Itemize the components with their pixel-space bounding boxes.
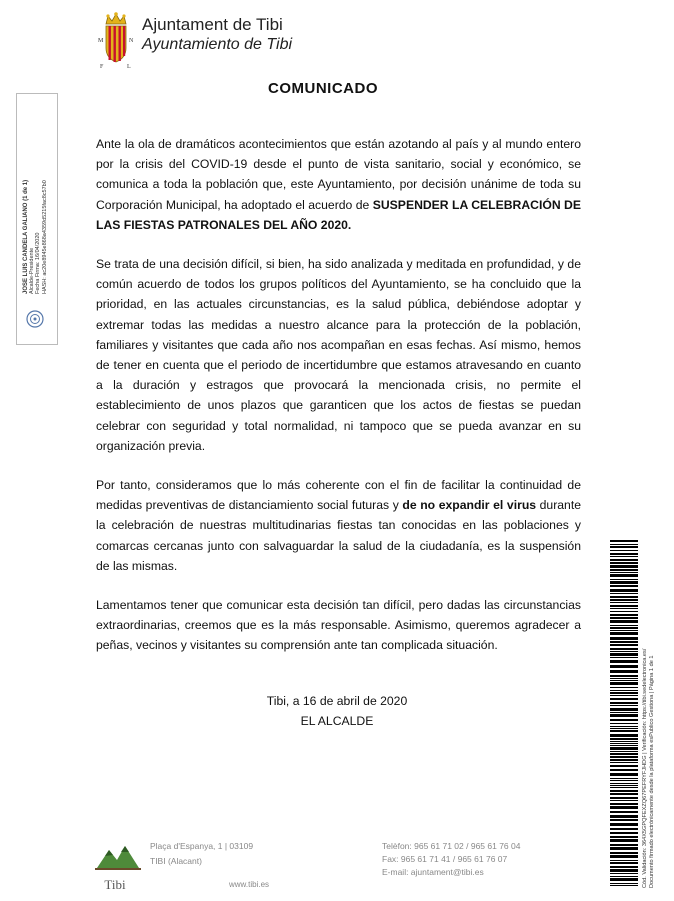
barcode-bar: [610, 753, 638, 755]
footer-address: Plaça d'Espanya, 1 | 03109 TIBI (Alacant): [150, 841, 254, 866]
paragraph-2: Se trata de una decisión difícil, si bien, ha sido analizada y meditada en profundidad, y de común acuerdo de todos los grupos políticos del Ayuntamiento, se ha concluido que la prioridad, en las actuales circunstancias, es la salud pública, debiéndose adoptar y extremar todas las medidas a nuestro alcance para la protección de la población, familiares y visitantes que cada año nos acompañan en esas fechas. Así mismo, hemos de tener en cuenta que el periodo de incertidumbre que estamos atravesando en cuanto a la duración y estragos que provocará la mencionada crisis, no permite el establecimiento de unos plazos que garanticen que los actos de fiestas se puedan celebrar con seguridad y total normalidad, ni tampoco que se pueda avanzar en su organización previa.: [96, 257, 581, 453]
barcode-bar: [610, 885, 638, 886]
barcode-bar: [610, 800, 638, 801]
footer-contact: [382, 840, 520, 879]
barcode-bar: [610, 730, 638, 732]
barcode-bar: [610, 878, 638, 881]
barcode-bar: [610, 589, 638, 592]
barcode-bar: [610, 828, 638, 830]
tibi-logo: [95, 838, 141, 892]
document-title: COMUNICADO: [268, 80, 378, 97]
barcode-bar: [610, 614, 638, 616]
barcode-bar: [610, 540, 638, 542]
barcode-bar: [610, 702, 638, 704]
barcode-bar: [610, 695, 638, 696]
barcode-bar: [610, 637, 638, 640]
barcode-bar: [610, 719, 638, 721]
organization-name: [142, 14, 292, 55]
barcode-bar: [610, 832, 638, 834]
barcode-bar: [610, 544, 638, 545]
bold-announcement: SUSPENDER LA CELEBRACIÓN DE LAS FIESTAS PATRONALES DEL AÑO 2020.: [96, 197, 581, 232]
barcode-bar: [610, 762, 638, 763]
barcode-bar: [610, 627, 638, 629]
barcode-bar: [610, 680, 638, 681]
barcode-bar: [610, 602, 638, 603]
barcode-bar: [610, 644, 638, 646]
org-name-spanish: Ayuntamiento de Tibi: [142, 36, 293, 53]
document-body: [96, 134, 581, 675]
barcode-bar: [610, 579, 638, 580]
barcode-bar: [610, 611, 638, 612]
barcode-bar: [610, 653, 638, 656]
stamp-hash: HASH: ac20e8945e868a4359d5215fac8c57b0: [41, 180, 48, 294]
barcode-bar: [610, 803, 638, 805]
barcode-bar: [610, 751, 638, 752]
svg-text:F: F: [100, 64, 104, 70]
barcode-bar: [610, 553, 638, 555]
barcode-bar: [610, 806, 638, 809]
footer-fax: Fax: 965 61 71 41 / 965 61 76 07: [382, 854, 508, 864]
barcode-bar: [610, 839, 638, 842]
barcode-bar: [610, 855, 638, 858]
barcode-bar: [610, 608, 638, 609]
barcode-bar: [610, 562, 638, 564]
barcode-bar: [610, 708, 638, 711]
barcode-bar: [610, 819, 638, 821]
barcode-bar: [610, 569, 638, 571]
barcode-bar: [610, 599, 638, 601]
barcode-bar: [610, 844, 638, 846]
barcode-bar: [610, 815, 638, 818]
barcode-bar: [610, 793, 638, 795]
barcode-bar: [610, 869, 638, 872]
org-name-valencian: Ajuntament de Tibi: [142, 15, 283, 34]
barcode-bar: [610, 759, 638, 761]
svg-text:M: M: [98, 38, 104, 44]
barcode-bar: [610, 780, 638, 781]
barcode-bar: [610, 873, 638, 874]
footer-website: www.tibi.es: [229, 880, 270, 889]
barcode-bar: [610, 741, 638, 742]
barcode-bar: [610, 678, 638, 679]
barcode-bar: [610, 785, 638, 786]
barcode-bar: [610, 605, 638, 607]
barcode-bar: [610, 787, 638, 788]
barcode-bar: [610, 572, 638, 573]
barcode-bar: [610, 823, 638, 826]
footer-email: E-mail: ajuntament@tibi.es: [382, 867, 484, 877]
stamp-role: Alcalde-Presidente: [29, 247, 36, 294]
logo-label: Tibi: [104, 877, 126, 892]
barcode-bar: [610, 883, 638, 884]
barcode-bar: [610, 581, 638, 584]
barcode-bar: [610, 734, 638, 737]
barcode-bar: [610, 596, 638, 598]
barcode-bar: [610, 559, 638, 561]
electronic-signature-stamp: [16, 93, 58, 345]
barcode-bar: [610, 847, 638, 850]
barcode-bar: [610, 745, 638, 746]
barcode-bar: [610, 783, 638, 784]
stamp-date: Fecha Firma: 16/04/2020: [35, 232, 42, 294]
barcode-bar: [610, 728, 638, 729]
barcode-bar: [610, 811, 638, 813]
paragraph-3: Por tanto, consideramos que lo más coherente con el fin de facilitar la continuidad de medidas preventivas de distanciamiento social futuras y de no expandir el virus durante la celebración de nuestras multitudinarias fiestas tan conocidas en las poblaciones y comarcas cercanas junto con salvaguardar la salud de la ciudadanía, es la suspensión de las mismas.: [96, 478, 581, 573]
barcode-bar: [610, 546, 638, 548]
barcode-bar: [610, 625, 638, 626]
barcode-bar: [610, 682, 638, 685]
barcode-bar: [610, 585, 638, 587]
barcode-bar: [610, 657, 638, 658]
barcode-bar: [610, 665, 638, 668]
barcode-bar: [610, 675, 638, 677]
seal-icon: [26, 310, 44, 328]
signer-role: EL ALCALDE: [300, 714, 374, 728]
place-date: Tibi, a 16 de abril de 2020: [266, 694, 408, 708]
barcode-bar: [610, 641, 638, 643]
barcode-bar: [610, 651, 638, 652]
barcode-bar: [610, 866, 638, 868]
barcode-bar: [610, 790, 638, 792]
barcode-bar: [610, 648, 638, 650]
mountain-logo-icon: [95, 838, 141, 872]
paragraph-1: Ante la ola de dramáticos acontecimientos que están azotando al país y al mundo entero por la crisis del COVID-19 desde el punto de vista sanitario, social y económico, se comunica a toda la población que, este Ayuntamiento, por decisión unánime de toda su Corporación Municipal, ha adoptado el acuerdo de SUSPENDER LA CELEBRACIÓN DE LAS FIESTAS PATRONALES DEL AÑO 2020.: [96, 137, 581, 232]
barcode-bar: [610, 769, 638, 771]
barcode-bar: [610, 765, 638, 767]
verification-barcode: [610, 540, 638, 890]
barcode-bar: [610, 738, 638, 740]
barcode-bar: [610, 705, 638, 706]
paragraph-4: Lamentamos tener que comunicar esta decisión tan difícil, pero dadas las circunstancias extraordinarias, creemos que es la más responsable. Asimismo, queremos agradecer a peñas, vecinos y visitantes su comprensión ante tan complicada situación.: [96, 598, 581, 653]
barcode-bar: [610, 743, 638, 744]
barcode-bar: [610, 670, 638, 673]
barcode-bar: [610, 698, 638, 700]
barcode-bar: [610, 630, 638, 631]
barcode-bar: [610, 712, 638, 713]
barcode-bar: [610, 726, 638, 727]
barcode-bar: [610, 593, 638, 594]
barcode-bar: [610, 574, 638, 577]
barcode-bar: [610, 565, 638, 568]
coat-of-arms-icon: [96, 10, 136, 72]
barcode-bar: [610, 860, 638, 861]
barcode-bar: [610, 660, 638, 663]
barcode-bar: [610, 692, 638, 694]
barcode-bar: [610, 836, 638, 838]
svg-text:N: N: [129, 38, 134, 44]
barcode-bar: [610, 747, 638, 750]
barcode-bar: [610, 687, 638, 688]
barcode-bar: [610, 797, 638, 799]
barcode-bar: [610, 620, 638, 623]
barcode-bar: [610, 617, 638, 619]
barcode-bar: [610, 852, 638, 854]
barcode-bar: [610, 632, 638, 635]
barcode-bar: [610, 723, 638, 724]
barcode-bar: [610, 714, 638, 717]
barcode-bar: [610, 778, 638, 779]
barcode-bar: [610, 876, 638, 877]
stamp-signer: JOSE LUIS CANDELA GALIANO (1 de 1): [23, 179, 29, 294]
barcode-bar: [610, 690, 638, 691]
svg-text:L: L: [127, 64, 131, 70]
barcode-bar: [610, 773, 638, 776]
letterhead: [96, 10, 292, 72]
barcode-bar: [610, 862, 638, 864]
verification-text: Cód. Validación: 364X5GPQFEXZQ67PEFRYFJHDG | Verificación: https://tibi.sedelectronica.es/ Documento firmado electrónicamente desde la plataforma esPublico Gestiona | Página 1 de 1: [642, 648, 655, 888]
bold-virus-phrase: de no expandir el virus: [402, 498, 537, 513]
barcode-bar: [610, 550, 638, 551]
barcode-bar: [610, 556, 638, 557]
footer-phone: Telèfon: 965 61 71 02 / 965 61 76 04: [382, 841, 521, 851]
barcode-bar: [610, 756, 638, 758]
